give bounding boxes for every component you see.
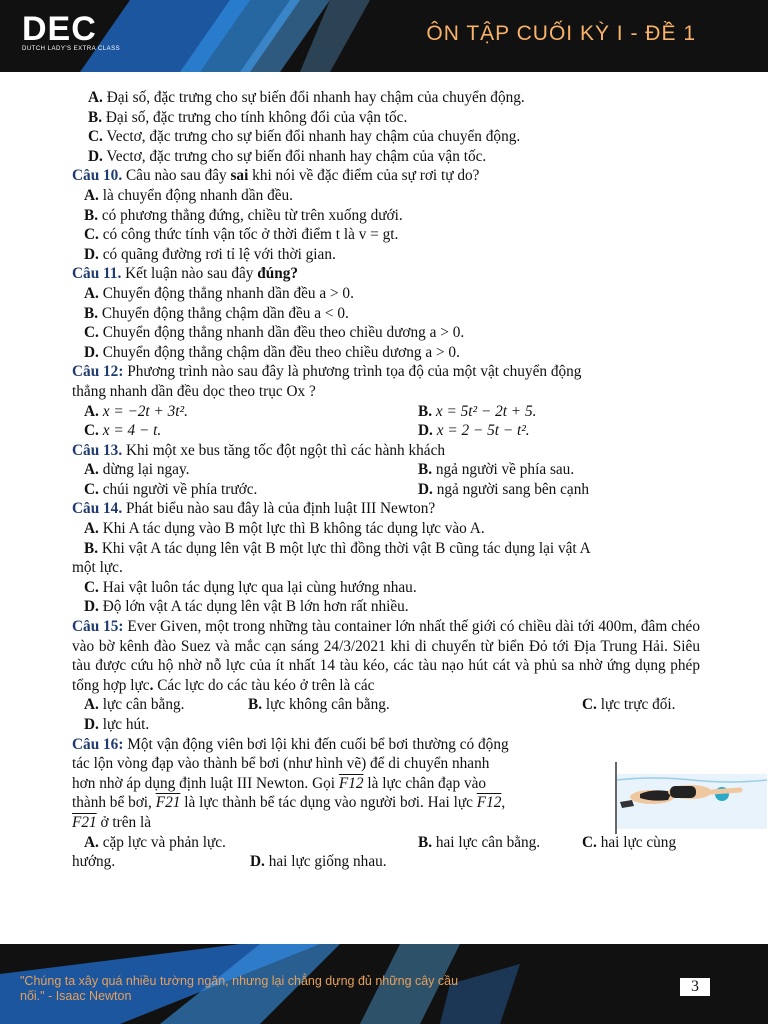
page-header — [0, 0, 768, 72]
q16-option-d: D. hai lực giống nhau. — [250, 853, 387, 871]
q12-option-c: C. x = 4 − t. — [84, 422, 162, 440]
q12-stem-cont: thẳng nhanh dần đều dọc theo trục Ox ? — [72, 382, 316, 400]
q11-stem: Câu 11. Kết luận nào sau đây đúng? — [72, 265, 299, 283]
q12-option-d: D. x = 2 − 5t − t². — [418, 422, 530, 440]
q13-options-cd — [72, 480, 700, 500]
q16-line-2: tác lộn vòng đạp vào thành bể bơi (như hình vẽ) để di chuyển nhanh — [72, 755, 490, 773]
vector-f21-2: F21 — [72, 813, 97, 831]
page-footer — [0, 944, 768, 1024]
q16-stem — [72, 735, 592, 833]
q16-option-c: C. hai lực cùng — [582, 833, 677, 851]
q9-option-c: C. Vectơ, đặc trưng cho sự biến đổi nhanh hay chậm của chuyển động. — [88, 128, 521, 146]
q15-option-a: A. lực cân bằng. — [84, 696, 185, 714]
q14-option-a: A. Khi A tác dụng vào B một lực thì B không tác dụng lực vào A. — [84, 520, 485, 538]
q10-option-b: B. có phương thẳng đứng, chiều từ trên xuống dưới. — [84, 206, 403, 224]
q9-option-a: A. Đại số, đặc trưng cho sự biến đổi nhanh hay chậm của chuyển động. — [88, 89, 525, 106]
q13-option-b: B. ngả người về phía sau. — [418, 461, 575, 479]
q16-option-b: B. hai lực cân bằng. — [418, 833, 541, 851]
q13-option-c: C. chúi người về phía trước. — [84, 480, 258, 498]
q11-option-c: C. Chuyển động thẳng nhanh dần đều theo chiều dương a > 0. — [84, 324, 465, 342]
q11-option-d: D. Chuyển động thẳng chậm dần đều theo chiều dương a > 0. — [84, 343, 460, 361]
q15-stem: Câu 15: Ever Given, một trong những tàu container lớn nhất thế giới có chiều dài tới 400m, đâm chéo vào bờ kênh đào Suez và mắc cạn sáng 24/3/2021 khi di chuyển từ biển Đỏ tới Địa Trung Hải. Siêu tàu được cứu hộ nhờ nỗ lực của ít nhất 14 tàu kéo, các tàu nạo hút cát và phủ sa nhờ ứng dụng phép tổng hợp lực. Các lực do các tàu kéo ở trên là các — [72, 618, 700, 694]
q13-options-ab — [72, 460, 700, 480]
q9-option-b: B. Đại số, đặc trưng cho tính không đổi của vận tốc. — [88, 108, 408, 126]
q15-option-b: B. lực không cân bằng. — [248, 696, 390, 714]
vector-f21: F21 — [155, 794, 181, 812]
q16-options-d-row — [72, 852, 700, 872]
q10-option-d: D. có quãng đường rơi tỉ lệ với thời gian. — [84, 245, 336, 263]
q12-option-a: A. x = −2t + 3t². — [84, 402, 188, 420]
q16-line-3: hơn nhờ áp dụng định luật III Newton. Gọi F12 là lực chân đạp vào — [72, 774, 487, 792]
q16-options-abc — [72, 833, 700, 853]
logo-subtitle: DUTCH LADY'S EXTRA CLASS — [22, 46, 121, 52]
q14-option-c: C. Hai vật luôn tác dụng lực qua lại cùng hướng nhau. — [84, 578, 417, 596]
q16-option-a: A. cặp lực và phản lực. — [84, 833, 226, 851]
q9-option-d: D. Vectơ, đặc trưng cho sự biến đổi nhanh hay chậm của vận tốc. — [88, 147, 487, 165]
q11-option-b: B. Chuyển động thẳng chậm dần đều a < 0. — [84, 304, 349, 322]
q10-stem: Câu 10. Câu nào sau đây sai khi nói về đặc điểm của sự rơi tự do? — [72, 167, 480, 185]
page-title: ÔN TẬP CUỐI KỲ I - ĐỀ 1 — [426, 22, 696, 45]
q14-option-d: D. Độ lớn vật A tác dụng lên vật B lớn hơn rất nhiều. — [84, 598, 409, 616]
q10-option-a: A. là chuyển động nhanh dần đều. — [84, 186, 294, 204]
q11-option-a: A. Chuyển động thẳng nhanh dần đều a > 0. — [84, 284, 354, 302]
vector-f12-2: F12 — [476, 794, 502, 812]
q15-options-abc — [72, 695, 700, 715]
footer-quote: "Chúng ta xây quá nhiều tường ngăn, nhưng lại chẳng dựng đủ những cây cầu nối." - Isaac Newton — [20, 974, 459, 1003]
q16-line-1: Câu 16: Một vận động viên bơi lội khi đến cuối bể bơi thường có động — [72, 735, 509, 753]
q13-option-d: D. ngả người sang bên cạnh — [418, 480, 590, 498]
q13-stem: Câu 13. Khi một xe bus tăng tốc đột ngột thì các hành khách — [72, 441, 446, 459]
question-content — [72, 88, 700, 872]
q12-option-b: B. x = 5t² − 2t + 5. — [418, 402, 537, 420]
q12-options-cd — [72, 421, 700, 441]
q15-option-d: D. lực hút. — [84, 716, 150, 733]
q10-option-c: C. có công thức tính vận tốc ở thời điểm t là v = gt. — [84, 226, 399, 244]
swimmer-illustration — [612, 762, 768, 834]
q14-option-b-cont: một lực. — [72, 559, 123, 577]
q14-option-b: B. Khi vật A tác dụng lên vật B một lực thì đồng thời vật B cũng tác dụng lại vật A — [84, 539, 591, 557]
q16-option-c-cont: hướng. — [72, 853, 116, 871]
q16-line-4: thành bể bơi, F21 là lực thành bể tác dụng vào người bơi. Hai lực F12, — [72, 794, 506, 812]
q13-option-a: A. dừng lại ngay. — [84, 461, 190, 479]
q12-options-ab — [72, 402, 700, 422]
logo: DEC — [22, 10, 97, 48]
q15-option-c: C. lực trực đối. — [582, 696, 676, 714]
q16-line-5: F21 ở trên là — [72, 813, 152, 831]
q12-stem: Câu 12: Phương trình nào sau đây là phương trình tọa độ của một vật chuyển động — [72, 363, 582, 381]
vector-f12: F12 — [338, 774, 364, 792]
page-number: 3 — [680, 978, 710, 996]
q14-stem: Câu 14. Phát biểu nào sau đây là của định luật III Newton? — [72, 500, 436, 518]
